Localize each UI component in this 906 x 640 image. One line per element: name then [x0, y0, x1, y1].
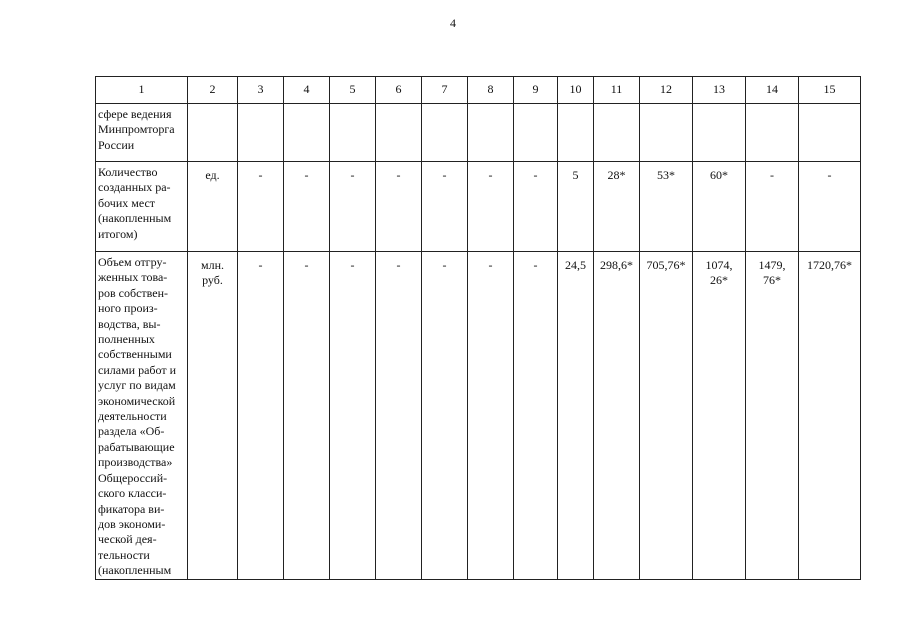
value-line: 53*: [657, 168, 675, 182]
indicator-label-line: сфере ведения: [98, 107, 172, 121]
value-line: -: [770, 168, 774, 182]
value-cell: [238, 252, 284, 580]
value-cell: [693, 162, 746, 252]
value-cell: [594, 252, 640, 580]
indicator-label-line: бочих мест: [98, 195, 156, 210]
indicator-label-line: дов экономи-: [98, 516, 166, 531]
value-line: 298,6*: [600, 258, 633, 272]
value-line: 1479,: [758, 258, 786, 272]
column-header: 13: [693, 77, 746, 104]
column-header: 10: [558, 77, 594, 104]
value-line: 1720,76*: [807, 258, 852, 272]
value-cell: [330, 162, 376, 252]
indicator-label-line: деятельности: [98, 409, 167, 424]
value-cell: [422, 104, 468, 162]
indicator-label-line: услуг по видам: [98, 378, 176, 393]
value-line: -: [258, 168, 263, 182]
value-cell: [693, 252, 746, 580]
value-line: 26*: [710, 273, 728, 288]
value-cell: [468, 162, 514, 252]
indicator-label-line: женных това-: [98, 270, 168, 285]
value-cell: [238, 162, 284, 252]
value-line: -: [258, 258, 263, 272]
value-line: -: [533, 168, 538, 182]
value-cell: [799, 252, 861, 580]
value-line: -: [827, 168, 832, 182]
value-cell: [558, 252, 594, 580]
value-cell: [284, 252, 330, 580]
indicator-label-line: фикатора ви-: [98, 501, 165, 516]
value-cell: [330, 252, 376, 580]
value-cell: [693, 104, 746, 162]
data-table: [95, 76, 861, 580]
unit-cell: [188, 162, 238, 252]
value-line: -: [396, 168, 401, 182]
indicator-label-line: ров собствен-: [98, 285, 169, 300]
value-cell: [284, 162, 330, 252]
value-line: 76*: [763, 273, 781, 288]
table-header-row: [96, 77, 861, 104]
indicator-label-line: (накопленным: [98, 563, 172, 578]
value-line: -: [488, 168, 493, 182]
indicator-label-line: водства, вы-: [98, 316, 161, 331]
unit-line: руб.: [202, 273, 223, 288]
value-line: 1074,: [705, 258, 733, 272]
value-cell: [640, 104, 693, 162]
value-cell: [238, 104, 284, 162]
column-header: 2: [188, 77, 238, 104]
table-row: [96, 252, 861, 580]
value-cell: [799, 162, 861, 252]
value-line: 60*: [710, 168, 728, 182]
value-line: -: [442, 168, 447, 182]
column-header: 1: [96, 77, 188, 104]
indicator-label-line: экономической: [98, 393, 176, 408]
column-header: 9: [514, 77, 558, 104]
value-cell: [746, 162, 799, 252]
value-cell: [330, 104, 376, 162]
unit-line: млн.: [200, 258, 224, 272]
column-header: 7: [422, 77, 468, 104]
value-line: 24,5: [565, 258, 586, 272]
value-cell: [376, 104, 422, 162]
value-cell: [514, 104, 558, 162]
table-row: [96, 162, 861, 252]
indicator-label-line: (накопленным: [98, 211, 172, 226]
indicator-label-line: России: [98, 137, 135, 152]
value-line: -: [533, 258, 538, 272]
indicator-label-cell: [96, 162, 188, 252]
value-cell: [422, 252, 468, 580]
column-header: 15: [799, 77, 861, 104]
value-cell: [284, 104, 330, 162]
value-cell: [746, 104, 799, 162]
indicator-label-line: полненных: [98, 332, 155, 347]
value-line: -: [350, 258, 355, 272]
value-line: -: [488, 258, 493, 272]
column-header: 3: [238, 77, 284, 104]
indicator-label-line: производства»: [98, 455, 173, 470]
indicator-label-cell: [96, 104, 188, 162]
value-line: -: [350, 168, 355, 182]
column-header: 5: [330, 77, 376, 104]
table-row: [96, 104, 861, 162]
value-cell: [594, 104, 640, 162]
value-line: -: [442, 258, 447, 272]
column-header: 4: [284, 77, 330, 104]
indicator-label-line: Общероссий-: [98, 470, 168, 485]
value-cell: [468, 252, 514, 580]
value-line: 5: [572, 168, 579, 182]
indicator-label-cell: [96, 252, 188, 580]
column-header: 11: [594, 77, 640, 104]
indicator-label-line: рабатывающие: [98, 439, 175, 454]
indicator-label-line: ского класси-: [98, 486, 167, 501]
indicator-label-line: силами работ и: [98, 362, 177, 377]
unit-line: ед.: [205, 168, 220, 182]
indicator-label-line: раздела «Об-: [98, 424, 165, 439]
unit-cell: [188, 104, 238, 162]
value-line: 28*: [607, 168, 626, 182]
value-cell: [514, 162, 558, 252]
unit-cell: [188, 252, 238, 580]
value-cell: [422, 162, 468, 252]
value-line: -: [396, 258, 401, 272]
value-cell: [514, 252, 558, 580]
value-cell: [640, 252, 693, 580]
indicator-label-line: Минпромторга: [98, 122, 175, 137]
value-line: -: [304, 258, 309, 272]
indicator-label-line: ческой дея-: [98, 532, 157, 547]
column-header: 12: [640, 77, 693, 104]
value-cell: [746, 252, 799, 580]
value-cell: [799, 104, 861, 162]
value-cell: [558, 162, 594, 252]
indicator-label-line: Объем отгру-: [98, 255, 167, 269]
value-line: 705,76*: [646, 258, 686, 272]
indicator-label-line: итогом): [98, 226, 138, 241]
indicator-label-line: ного произ-: [98, 301, 158, 316]
column-header: 6: [376, 77, 422, 104]
page-number: 4: [450, 16, 456, 30]
column-header: 14: [746, 77, 799, 104]
value-line: -: [304, 168, 309, 182]
value-cell: [376, 162, 422, 252]
value-cell: [468, 104, 514, 162]
indicator-label-line: собственными: [98, 347, 172, 362]
value-cell: [376, 252, 422, 580]
value-cell: [558, 104, 594, 162]
value-cell: [594, 162, 640, 252]
indicator-label-line: тельности: [98, 547, 150, 562]
indicator-label-line: созданных ра-: [98, 180, 171, 195]
column-header: 8: [468, 77, 514, 104]
indicator-label-line: Количество: [98, 165, 158, 179]
value-cell: [640, 162, 693, 252]
